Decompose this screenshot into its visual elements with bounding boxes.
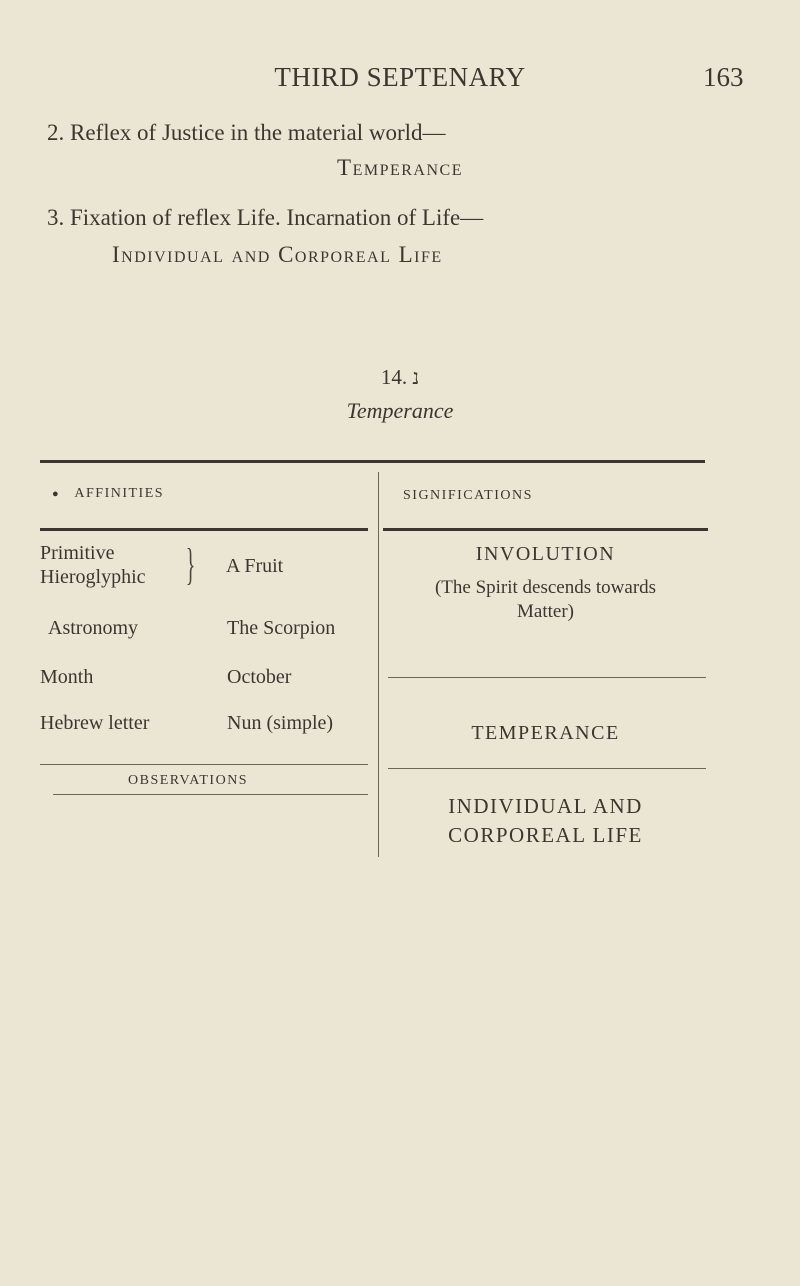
row-month-value: October [227, 666, 292, 688]
affinities-bottom-rule [40, 764, 368, 765]
item-2 [47, 120, 446, 146]
row-hebrew-letter-label: Hebrew letter [40, 712, 150, 734]
item-2-number: 2. [47, 120, 65, 145]
significations-header: SIGNIFICATIONS [403, 488, 533, 503]
affinities-header [52, 486, 164, 502]
card-hebrew-glyph: נ [412, 365, 420, 389]
item-3 [47, 205, 483, 231]
page-number: 163 [703, 62, 744, 92]
sig-life-1: INDIVIDUAL AND [448, 794, 643, 818]
item-3-number: 3. [47, 205, 65, 230]
sig-life-2: CORPOREAL LIFE [448, 823, 643, 847]
column-divider [378, 472, 379, 857]
item-3-caption: Individual and Corporeal Life [112, 242, 443, 267]
card-number [0, 365, 800, 390]
item-3-text: Fixation of reflex Life. Incarnation of Life— [70, 205, 484, 230]
row-month-label: Month [40, 666, 94, 688]
running-title: THIRD SEPTENARY [274, 62, 526, 92]
affinities-header-rule [40, 528, 368, 531]
item-2-text: Reflex of Justice in the material world— [70, 120, 446, 145]
sig-temperance: TEMPERANCE [471, 722, 620, 744]
item-2-caption: Temperance [337, 155, 463, 180]
row-astronomy-label: Astronomy [48, 617, 138, 639]
sig-involution: INVOLUTION [475, 543, 616, 565]
significations-header-rule [383, 528, 708, 531]
sig-divider-1 [388, 677, 706, 678]
sig-divider-2 [388, 768, 706, 769]
card-name: Temperance [346, 398, 454, 423]
row-hebrew-letter-value: Nun (simple) [227, 712, 334, 734]
sig-involution-note-2: Matter) [517, 601, 574, 622]
table-top-rule [40, 460, 705, 463]
card-number-value: 14. [380, 365, 408, 389]
row-primitive-label-2: Hieroglyphic [40, 566, 146, 588]
observations-rule [53, 794, 368, 795]
row-primitive-value: A Fruit [226, 555, 284, 577]
row-astronomy-value: The Scorpion [227, 617, 336, 639]
bullet-icon: ● [52, 488, 61, 500]
affinities-header-label: AFFINITIES [74, 486, 165, 501]
observations-header: OBSERVATIONS [128, 773, 249, 788]
sig-involution-note-1: (The Spirit descends towards [434, 577, 657, 598]
brace-icon: } [185, 540, 196, 589]
row-primitive-label: Primitive [40, 542, 115, 564]
